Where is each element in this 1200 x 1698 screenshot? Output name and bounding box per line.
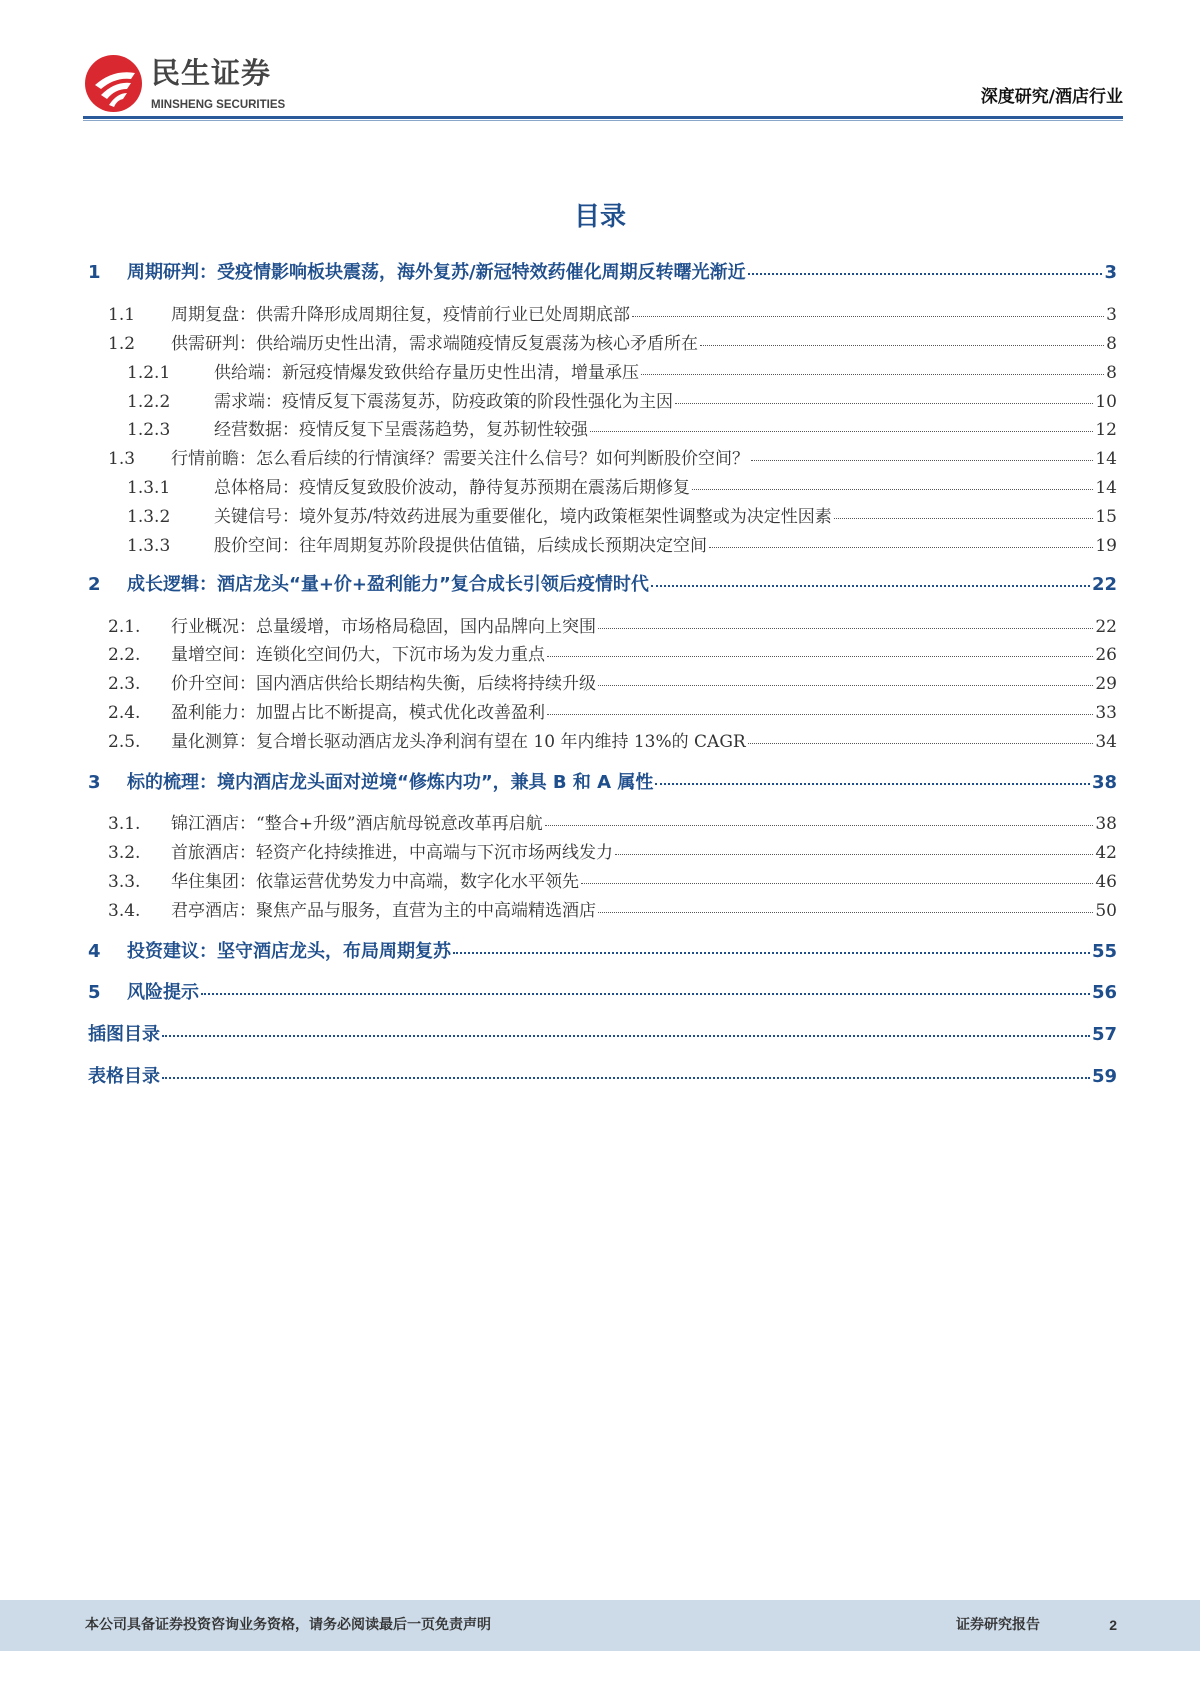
- toc-entry-title: 量增空间：连锁化空间仍大，下沉市场为发力重点: [171, 645, 545, 665]
- toc-entry-title: 周期复盘：供需升降形成周期往复，疫情前行业已处周期底部: [171, 305, 630, 325]
- toc-entry-title: 量化测算：复合增长驱动酒店龙头净利润有望在 10 年内维持 13%的 CAGR: [171, 732, 746, 752]
- toc-entry-page: 3: [1106, 305, 1117, 325]
- toc-entry-number: 5: [88, 982, 101, 1003]
- toc-entry-page: 42: [1095, 843, 1117, 863]
- toc-entry-page: 55: [1091, 941, 1117, 962]
- dot-leader: [162, 1077, 1090, 1079]
- header-divider: [83, 116, 1123, 119]
- dot-leader: [709, 547, 1093, 548]
- toc-entry-page: 34: [1095, 732, 1117, 752]
- logo-english-name: MINSHENG SECURITIES: [151, 99, 286, 111]
- toc-entry-title: 价升空间：国内酒店供给长期结构失衡，后续将持续升级: [171, 674, 596, 694]
- toc-entry-title: 投资建议：坚守酒店龙头，布局周期复苏: [127, 941, 451, 962]
- dot-leader: [615, 854, 1093, 855]
- toc-entry-page: 22: [1095, 617, 1117, 637]
- toc-entry[interactable]: [0, 261, 1117, 285]
- dot-leader: [655, 783, 1090, 785]
- toc-entry[interactable]: [0, 730, 1117, 754]
- toc-entry-number: 2.5.: [108, 732, 141, 752]
- toc-entry-page: 26: [1095, 645, 1117, 665]
- toc-entry-title: 行情前瞻：怎么看后续的行情演绎？需要关注什么信号？如何判断股价空间？: [171, 449, 749, 469]
- toc-entry-page: 12: [1095, 420, 1117, 440]
- toc-entry-number: 1.3: [108, 449, 136, 469]
- toc-entry[interactable]: [0, 940, 1117, 964]
- header-divider-thin: [83, 120, 1123, 121]
- toc-entry[interactable]: [0, 303, 1117, 327]
- dot-leader: [700, 345, 1104, 346]
- dot-leader: [162, 1035, 1090, 1037]
- toc-entry-number: 3.2.: [108, 843, 141, 863]
- page-number: 2: [1109, 1617, 1117, 1633]
- toc-entry[interactable]: [0, 505, 1117, 529]
- toc-entry[interactable]: [0, 672, 1117, 696]
- toc-entry-number: 1.2.2: [127, 392, 171, 412]
- dot-leader: [748, 273, 1103, 275]
- toc-entry[interactable]: [0, 899, 1117, 923]
- toc-entry-title: 供给端：新冠疫情爆发致供给存量历史性出清，增量承压: [214, 363, 639, 383]
- dot-leader: [751, 460, 1093, 461]
- dot-leader: [581, 883, 1093, 884]
- toc-entry[interactable]: [0, 643, 1117, 667]
- toc-entry-page: 3: [1104, 262, 1117, 283]
- toc-entry[interactable]: [0, 476, 1117, 500]
- toc-entry-number: 1.3.3: [127, 536, 171, 556]
- logo-emblem-icon: [85, 55, 142, 112]
- toc-entry-title: 表格目录: [88, 1066, 160, 1087]
- toc-entry-page: 29: [1095, 674, 1117, 694]
- toc-entry-number: 1.2: [108, 334, 136, 354]
- toc-entry[interactable]: [0, 361, 1117, 385]
- toc-entry[interactable]: [0, 418, 1117, 442]
- toc-entry-title: 插图目录: [88, 1024, 160, 1045]
- toc-entry-page: 38: [1091, 772, 1117, 793]
- toc-entry-page: 19: [1095, 536, 1117, 556]
- dot-leader: [590, 431, 1093, 432]
- toc-entry-page: 38: [1095, 814, 1117, 834]
- dot-leader: [651, 585, 1090, 587]
- toc-entry-title: 需求端：疫情反复下震荡复苏，防疫政策的阶段性强化为主因: [214, 392, 673, 412]
- toc-entry-title: 首旅酒店：轻资产化持续推进，中高端与下沉市场两线发力: [171, 843, 613, 863]
- toc-entry-number: 2: [88, 574, 101, 595]
- toc-entry-number: 1: [88, 262, 101, 283]
- toc-entry-page: 46: [1095, 872, 1117, 892]
- toc-entry-title: 关键信号：境外复苏/特效药进展为重要催化，境内政策框架性调整或为决定性因素: [214, 507, 832, 527]
- toc-entry-number: 2.1.: [108, 617, 141, 637]
- report-category: 深度研究/酒店行业: [980, 87, 1123, 107]
- toc-entry-page: 14: [1095, 449, 1117, 469]
- footer-report-type: 证券研究报告: [956, 1617, 1040, 1633]
- toc-entry-number: 2.4.: [108, 703, 141, 723]
- toc-entry[interactable]: [0, 573, 1117, 597]
- toc-entry-page: 8: [1106, 363, 1117, 383]
- toc-entry-title: 盈利能力：加盟占比不断提高，模式优化改善盈利: [171, 703, 545, 723]
- toc-entry-page: 59: [1091, 1066, 1117, 1087]
- toc-entry-page: 33: [1095, 703, 1117, 723]
- dot-leader: [201, 993, 1090, 995]
- toc-entry-page: 10: [1095, 392, 1117, 412]
- toc-entry-page: 14: [1095, 478, 1117, 498]
- toc-entry-page: 15: [1095, 507, 1117, 527]
- dot-leader: [547, 714, 1093, 715]
- toc-entry-number: 1.1: [108, 305, 136, 325]
- toc-entry[interactable]: [0, 447, 1117, 471]
- toc-entry-number: 1.3.2: [127, 507, 171, 527]
- toc-entry[interactable]: [0, 981, 1117, 1005]
- company-logo: [85, 55, 315, 115]
- toc-entry[interactable]: [0, 701, 1117, 725]
- toc-entry-title: 成长逻辑：酒店龙头“量+价+盈利能力”复合成长引领后疫情时代: [127, 574, 649, 595]
- toc-title: 目录: [573, 202, 626, 232]
- toc-entry[interactable]: [0, 870, 1117, 894]
- dot-leader: [675, 403, 1093, 404]
- dot-leader: [545, 825, 1094, 826]
- toc-entry[interactable]: [0, 390, 1117, 414]
- toc-entry-title: 周期研判：受疫情影响板块震荡，海外复苏/新冠特效药催化周期反转曙光渐近: [127, 262, 746, 283]
- toc-entry-number: 3.4.: [108, 901, 141, 921]
- dot-leader: [834, 518, 1094, 519]
- footer-bar: [0, 1600, 1200, 1651]
- toc-entry-title: 总体格局：疫情反复致股价波动，静待复苏预期在震荡后期修复: [214, 478, 690, 498]
- toc-entry-title: 锦江酒店：“整合+升级”酒店航母锐意改革再启航: [171, 814, 543, 834]
- dot-leader: [547, 656, 1093, 657]
- toc-entry-title: 华住集团：依靠运营优势发力中高端，数字化水平领先: [171, 872, 579, 892]
- toc-entry-title: 股价空间：往年周期复苏阶段提供估值锚，后续成长预期决定空间: [214, 536, 707, 556]
- toc-entry[interactable]: [0, 771, 1117, 795]
- dot-leader: [641, 374, 1104, 375]
- toc-entry[interactable]: [0, 1065, 1117, 1089]
- toc-entry-page: 50: [1095, 901, 1117, 921]
- toc-entry-title: 标的梳理：境内酒店龙头面对逆境“修炼内功”，兼具 B 和 A 属性: [127, 772, 654, 793]
- toc-entry-number: 3: [88, 772, 101, 793]
- dot-leader: [598, 685, 1093, 686]
- toc-entry-title: 供需研判：供给端历史性出清，需求端随疫情反复震荡为核心矛盾所在: [171, 334, 698, 354]
- toc-entry-number: 1.3.1: [127, 478, 171, 498]
- toc-entry[interactable]: [0, 615, 1117, 639]
- dot-leader: [632, 316, 1104, 317]
- toc-entry[interactable]: [0, 534, 1117, 558]
- dot-leader: [453, 952, 1090, 954]
- toc-entry-title: 君亭酒店：聚焦产品与服务，直营为主的中高端精选酒店: [171, 901, 596, 921]
- toc-entry[interactable]: [0, 812, 1117, 836]
- toc-entry-number: 1.2.1: [127, 363, 171, 383]
- toc-entry-page: 22: [1091, 574, 1117, 595]
- dot-leader: [748, 743, 1094, 744]
- toc-entry-number: 3.1.: [108, 814, 141, 834]
- toc-entry-number: 4: [88, 941, 101, 962]
- toc-entry-title: 行业概况：总量缓增，市场格局稳固，国内品牌向上突围: [171, 617, 596, 637]
- toc-entry-title: 风险提示: [127, 982, 199, 1003]
- toc-entry-page: 56: [1091, 982, 1117, 1003]
- toc-entry-number: 3.3.: [108, 872, 141, 892]
- toc-entry-number: 1.2.3: [127, 420, 171, 440]
- dot-leader: [598, 912, 1093, 913]
- toc-entry-page: 57: [1091, 1024, 1117, 1045]
- toc-entry[interactable]: [0, 1023, 1117, 1047]
- toc-entry[interactable]: [0, 841, 1117, 865]
- toc-entry-page: 8: [1106, 334, 1117, 354]
- toc-entry[interactable]: [0, 332, 1117, 356]
- toc-entry-number: 2.3.: [108, 674, 141, 694]
- logo-chinese-name: 民生证券: [151, 56, 272, 90]
- dot-leader: [692, 489, 1093, 490]
- dot-leader: [598, 628, 1093, 629]
- toc-entry-number: 2.2.: [108, 645, 141, 665]
- footer-disclaimer: 本公司具备证券投资咨询业务资格，请务必阅读最后一页免责声明: [85, 1617, 491, 1633]
- toc-entry-title: 经营数据：疫情反复下呈震荡趋势，复苏韧性较强: [214, 420, 588, 440]
